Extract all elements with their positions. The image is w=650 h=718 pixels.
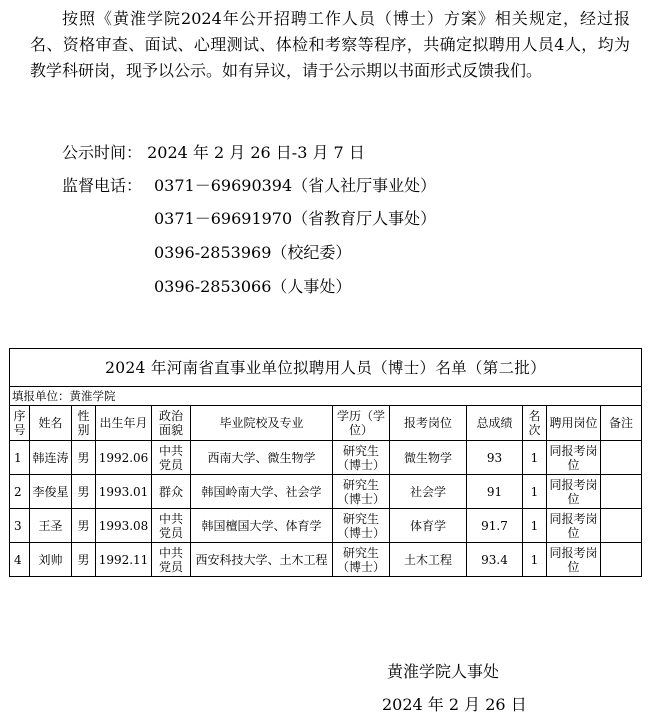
cell-no: 4 <box>10 543 30 577</box>
publicity-period <box>62 142 365 164</box>
cell-rank: 1 <box>523 441 547 475</box>
cell-score: 91.7 <box>467 509 523 543</box>
supervision-phone-label: 监督电话： <box>62 176 143 195</box>
cell-note <box>601 509 642 543</box>
reporting-unit: 填报单位：黄淮学院 <box>10 387 642 406</box>
cell-no: 2 <box>10 475 30 509</box>
table-row <box>10 475 642 509</box>
cell-degree: 研究生（博士） <box>333 475 390 509</box>
table-row <box>10 441 642 475</box>
cell-note <box>601 543 642 577</box>
issuing-office: 黄淮学院人事处 <box>387 662 500 681</box>
cell-gender: 男 <box>72 543 96 577</box>
header-birth: 出生年月 <box>96 406 152 441</box>
cell-hire: 同报考岗位 <box>547 441 601 475</box>
cell-degree: 研究生（博士） <box>333 543 390 577</box>
table-row <box>10 509 642 543</box>
cell-post: 社会学 <box>390 475 467 509</box>
cell-degree: 研究生（博士） <box>333 509 390 543</box>
cell-post: 微生物学 <box>390 441 467 475</box>
cell-no: 3 <box>10 509 30 543</box>
publicity-period-label: 公示时间： <box>62 143 143 162</box>
cell-post: 土木工程 <box>390 543 467 577</box>
cell-political: 中共党员 <box>152 441 191 475</box>
header-note: 备注 <box>601 406 642 441</box>
cell-note <box>601 475 642 509</box>
supervision-phone-3: 0396-2853969（校纪委） <box>154 243 352 262</box>
cell-degree: 研究生（博士） <box>333 441 390 475</box>
publicity-period-value: 2024 年 2 月 26 日-3 月 7 日 <box>147 143 365 162</box>
cell-hire: 同报考岗位 <box>547 543 601 577</box>
hiring-roster-table <box>9 348 642 577</box>
cell-political: 群众 <box>152 475 191 509</box>
header-hire: 聘用岗位 <box>547 406 601 441</box>
cell-birth: 1993.08 <box>96 509 152 543</box>
cell-school: 韩国岭南大学、社会学 <box>191 475 333 509</box>
supervision-phone-4: 0396-2853066（人事处） <box>154 277 352 296</box>
header-degree: 学历（学位） <box>333 406 390 441</box>
header-no: 序号 <box>10 406 30 441</box>
cell-birth: 1993.01 <box>96 475 152 509</box>
cell-score: 93.4 <box>467 543 523 577</box>
table-row <box>10 543 642 577</box>
supervision-phone-1: 0371－69690394（省人社厅事业处） <box>154 176 437 195</box>
header-post: 报考岗位 <box>390 406 467 441</box>
header-rank: 名次 <box>523 406 547 441</box>
header-political: 政治面貌 <box>152 406 191 441</box>
cell-score: 93 <box>467 441 523 475</box>
cell-gender: 男 <box>72 441 96 475</box>
cell-hire: 同报考岗位 <box>547 475 601 509</box>
cell-name: 韩连涛 <box>30 441 72 475</box>
header-name: 姓名 <box>30 406 72 441</box>
cell-political: 中共党员 <box>152 509 191 543</box>
cell-rank: 1 <box>523 509 547 543</box>
cell-gender: 男 <box>72 475 96 509</box>
cell-name: 李俊星 <box>30 475 72 509</box>
notice-paragraph: 按照《黄淮学院2024年公开招聘工作人员（博士）方案》相关规定，经过报名、资格审查、面试、心理测试、体检和考察等程序，共确定拟聘用人员4人，均为教学科研岗，现予以公示。如有异议，请于公示期以书面形式反馈我们。 <box>30 9 630 80</box>
cell-birth: 1992.11 <box>96 543 152 577</box>
cell-no: 1 <box>10 441 30 475</box>
cell-note <box>601 441 642 475</box>
cell-political: 中共党员 <box>152 543 191 577</box>
cell-hire: 同报考岗位 <box>547 509 601 543</box>
table-header-row <box>10 406 642 441</box>
supervision-phone-2: 0371－69691970（省教育厅人事处） <box>154 209 437 228</box>
table-title: 2024 年河南省直事业单位拟聘用人员（博士）名单（第二批） <box>10 349 642 387</box>
issue-date: 2024 年 2 月 26 日 <box>382 695 527 714</box>
cell-school: 西安科技大学、土木工程 <box>191 543 333 577</box>
cell-name: 刘帅 <box>30 543 72 577</box>
cell-score: 91 <box>467 475 523 509</box>
header-score: 总成绩 <box>467 406 523 441</box>
cell-post: 体育学 <box>390 509 467 543</box>
cell-name: 王圣 <box>30 509 72 543</box>
cell-school: 西南大学、微生物学 <box>191 441 333 475</box>
cell-rank: 1 <box>523 543 547 577</box>
header-school: 毕业院校及专业 <box>191 406 333 441</box>
cell-gender: 男 <box>72 509 96 543</box>
cell-rank: 1 <box>523 475 547 509</box>
cell-birth: 1992.06 <box>96 441 152 475</box>
cell-school: 韩国檀国大学、体育学 <box>191 509 333 543</box>
header-gender: 性别 <box>72 406 96 441</box>
